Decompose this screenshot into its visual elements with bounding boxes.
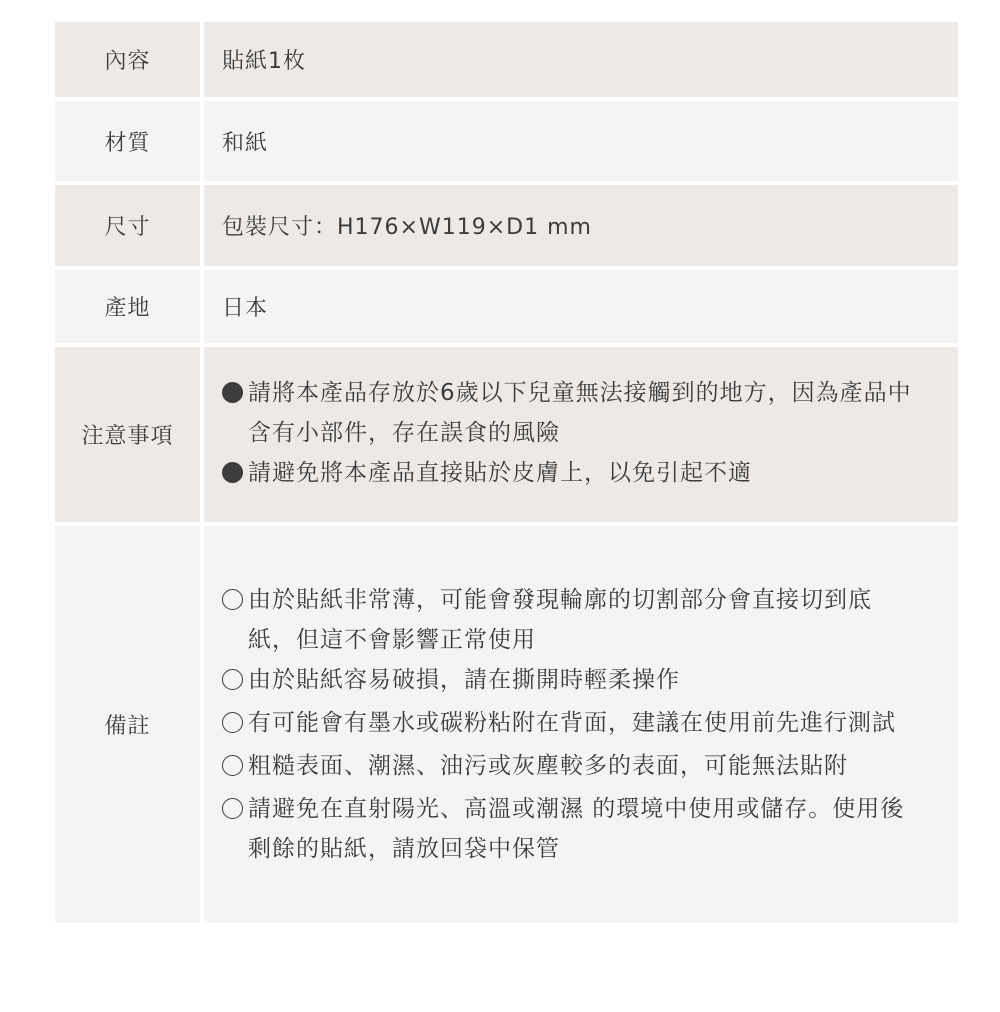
open-circle-icon bbox=[222, 712, 243, 733]
list-item-text: 請避免在直射陽光、高溫或潮濕 的環境中使用或儲存。使用後剩餘的貼紙，請放回袋中保管 bbox=[248, 796, 905, 862]
open-circle-icon bbox=[222, 669, 243, 690]
list-item bbox=[222, 580, 918, 660]
spec-row-origin bbox=[55, 270, 958, 343]
list-item bbox=[222, 789, 918, 869]
spec-row-notes bbox=[55, 526, 958, 923]
notes-list bbox=[222, 580, 918, 869]
open-circle-icon bbox=[222, 798, 243, 819]
open-circle-icon bbox=[222, 589, 243, 610]
spec-row-size bbox=[55, 185, 958, 266]
caution-list bbox=[222, 373, 918, 496]
spec-label: 注意事項 bbox=[55, 347, 200, 522]
spec-value: 日本 bbox=[204, 270, 958, 343]
spec-label: 備註 bbox=[55, 526, 200, 923]
open-circle-icon bbox=[222, 755, 243, 776]
spec-value: 包裝尺寸：H176×W119×D1 mm bbox=[204, 185, 958, 266]
spec-value bbox=[204, 347, 958, 522]
list-item bbox=[222, 660, 918, 703]
list-item bbox=[222, 373, 918, 453]
spec-row-material bbox=[55, 101, 958, 181]
list-item-text: 由於貼紙非常薄，可能會發現輪廓的切割部分會直接切到底紙，但這不會影響正常使用 bbox=[248, 587, 872, 653]
list-item-text: 粗糙表面、潮濕、油污或灰塵較多的表面，可能無法貼附 bbox=[248, 753, 848, 779]
list-item-text: 請將本產品存放於6歲以下兒童無法接觸到的地方，因為產品中含有小部件，存在誤食的風險 bbox=[248, 380, 912, 446]
spec-label: 內容 bbox=[55, 22, 200, 97]
filled-circle-icon bbox=[222, 462, 243, 483]
list-item bbox=[222, 746, 918, 789]
spec-label: 材質 bbox=[55, 101, 200, 181]
list-item bbox=[222, 703, 918, 746]
spec-row-cautions bbox=[55, 347, 958, 522]
spec-value bbox=[204, 526, 958, 923]
list-item-text: 由於貼紙容易破損，請在撕開時輕柔操作 bbox=[248, 667, 680, 693]
list-item bbox=[222, 453, 918, 496]
product-spec-table bbox=[55, 22, 958, 923]
list-item-text: 請避免將本產品直接貼於皮膚上，以免引起不適 bbox=[248, 460, 752, 486]
filled-circle-icon bbox=[222, 382, 243, 403]
spec-value: 和紙 bbox=[204, 101, 958, 181]
spec-row-contents bbox=[55, 22, 958, 97]
spec-label: 尺寸 bbox=[55, 185, 200, 266]
list-item-text: 有可能會有墨水或碳粉粘附在背面，建議在使用前先進行測試 bbox=[248, 710, 896, 736]
spec-label: 產地 bbox=[55, 270, 200, 343]
spec-value: 貼紙1枚 bbox=[204, 22, 958, 97]
